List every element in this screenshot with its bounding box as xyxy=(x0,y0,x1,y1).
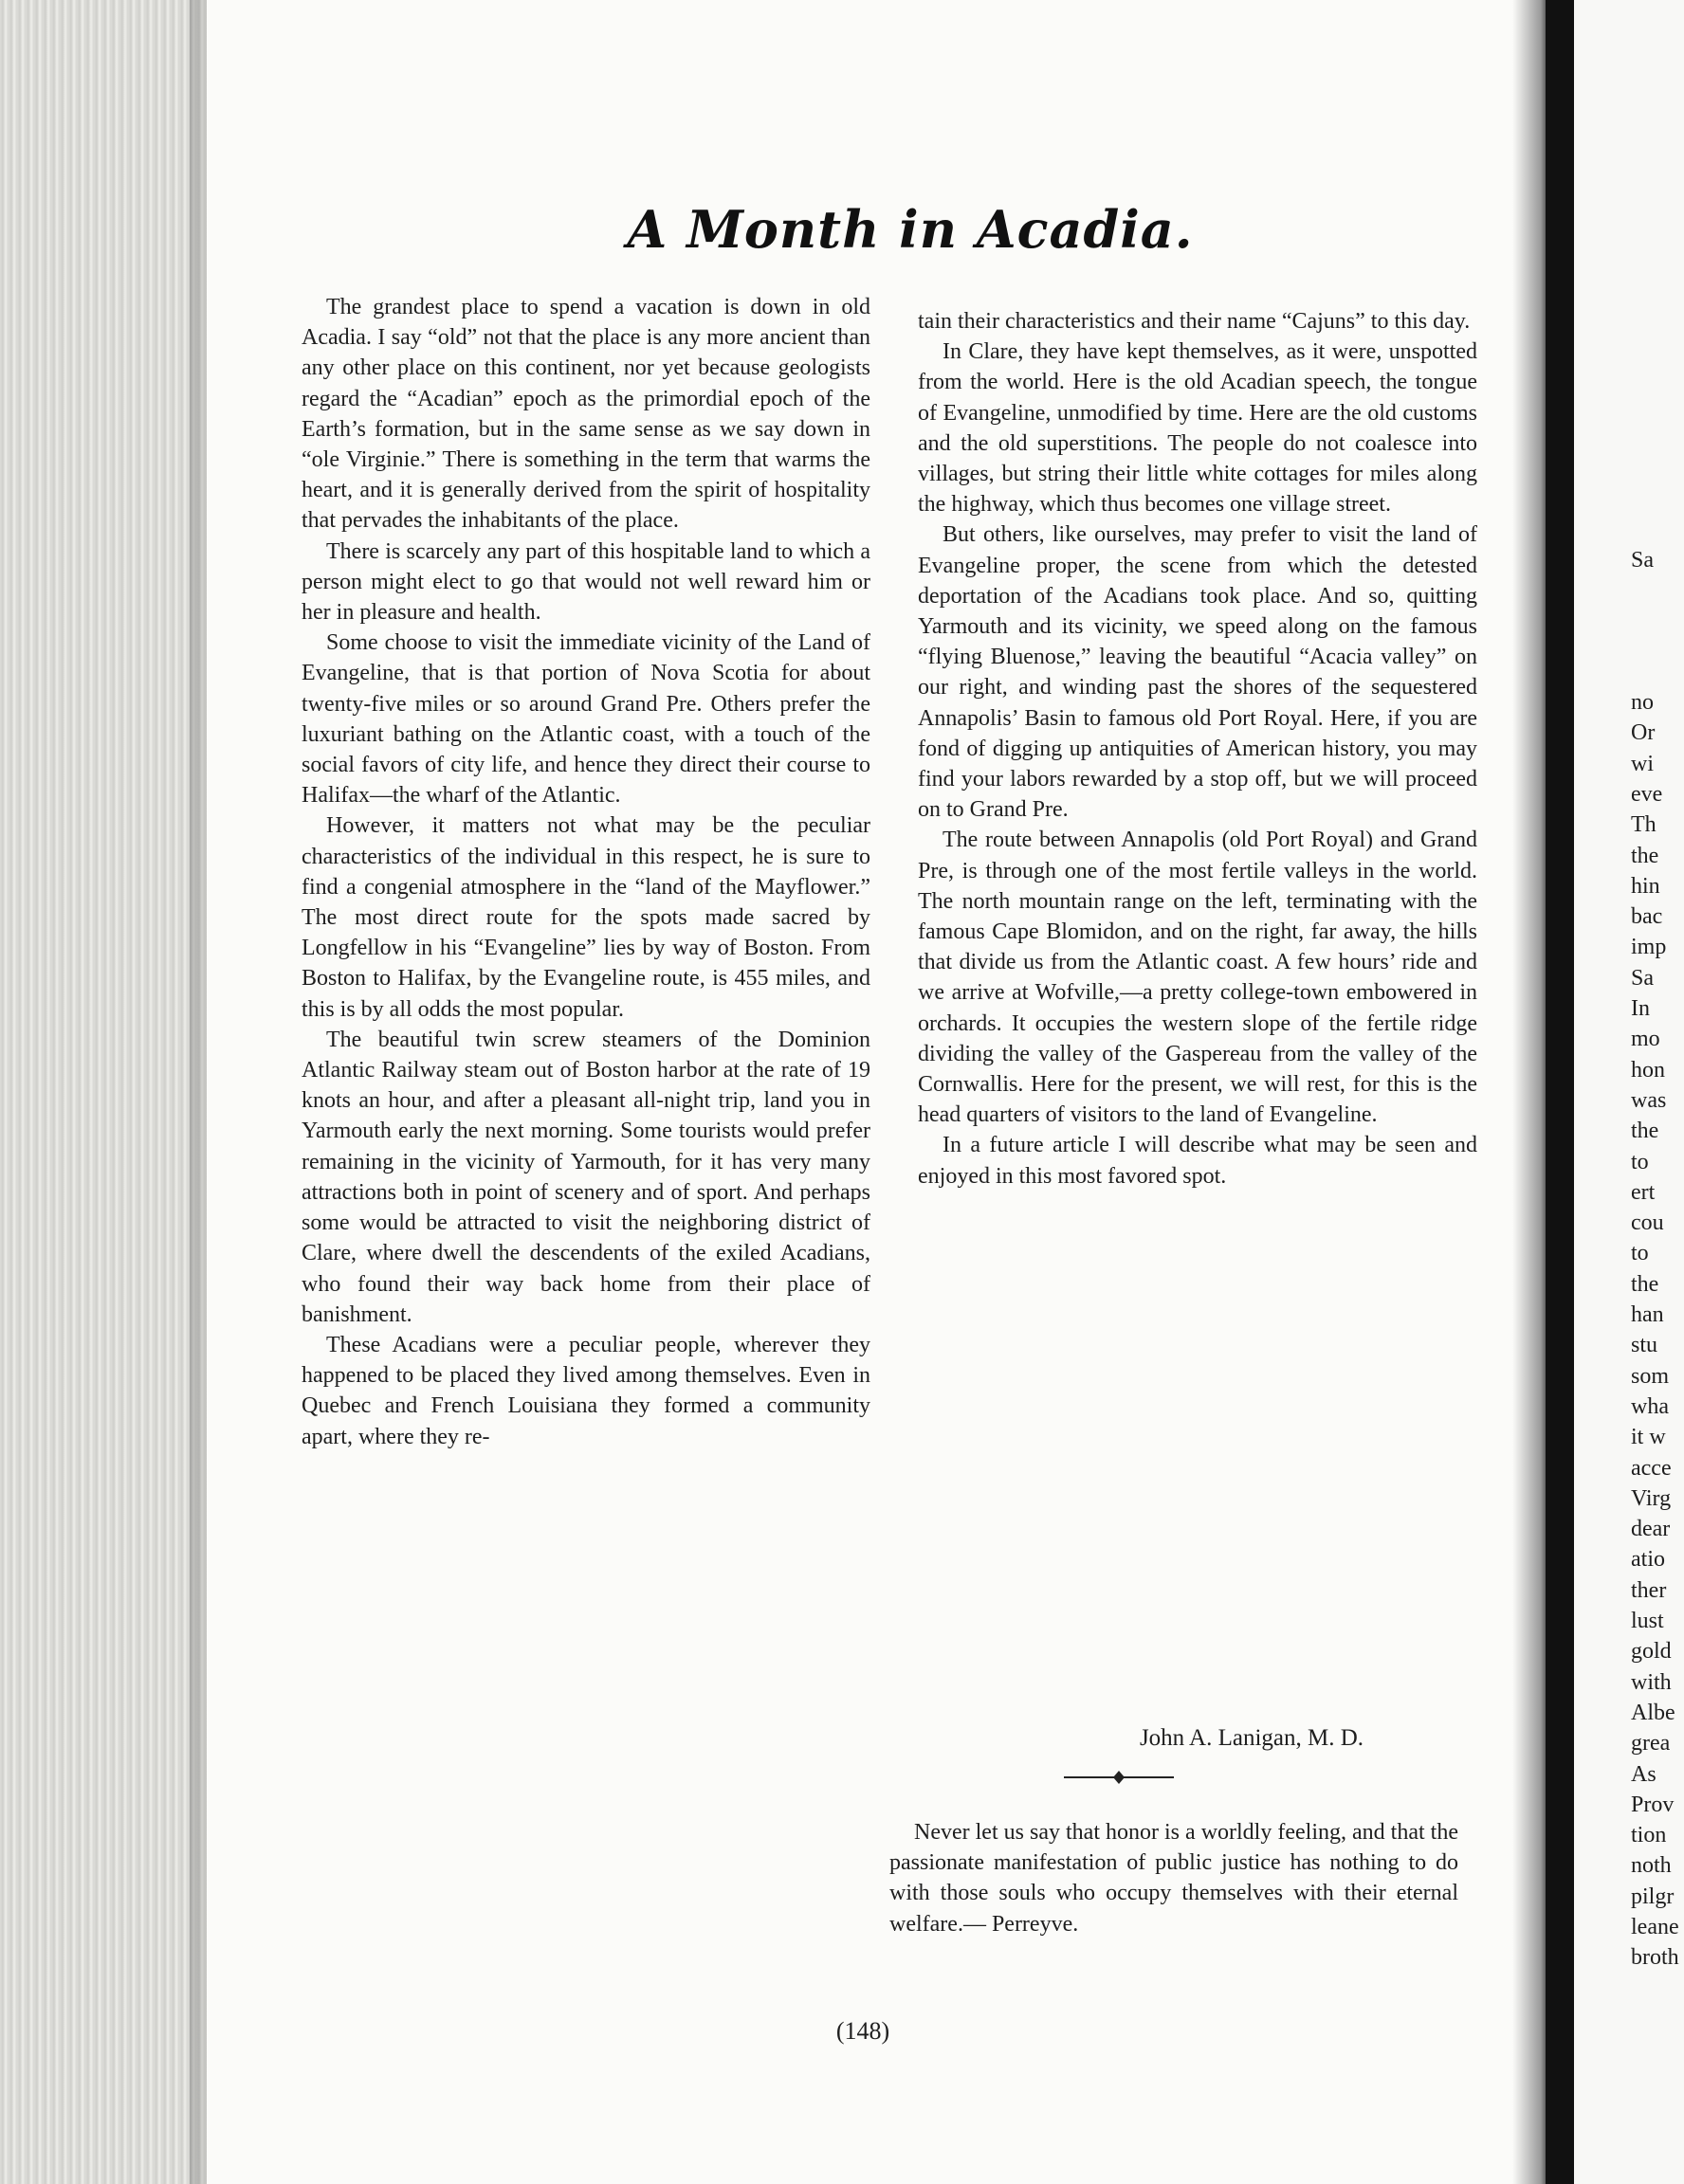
right-page-fragment: han xyxy=(1631,1302,1664,1327)
right-page-fragment: bac xyxy=(1631,904,1663,930)
article-column-2 xyxy=(918,306,1477,1192)
right-page-fragment: gold xyxy=(1631,1639,1672,1665)
book-gutter-dark xyxy=(1546,0,1574,2184)
article-column-1 xyxy=(302,292,870,1452)
book-gutter xyxy=(1512,0,1550,2184)
right-page-fragment: broth xyxy=(1631,1945,1679,1971)
right-page-fragment: wha xyxy=(1631,1393,1669,1419)
right-page-fragment: it w xyxy=(1631,1425,1666,1450)
right-page-fragment: Or xyxy=(1631,720,1656,746)
right-page-fragment: Albe xyxy=(1631,1700,1675,1725)
paragraph: Some choose to visit the immediate vicinity of the Land of Evangeline, that is that portion of Nova Scotia for about twenty-five miles or so around Grand Pre. Others prefer the luxuriant bathing on the Atlantic coast, with a touch of the social favors of city life, and hence they direct their course to Halifax—the wharf of the Atlantic. xyxy=(302,630,870,809)
right-page-fragment: dear xyxy=(1631,1517,1671,1542)
right-page-fragment: the xyxy=(1631,843,1659,868)
paragraph: In a future article I will describe what may be seen and enjoyed in this most favored spot. xyxy=(918,1133,1477,1189)
ornament-divider xyxy=(1062,1768,1176,1787)
article-title: A Month in Acadia. xyxy=(627,199,1194,260)
paragraph: However, it matters not what may be the peculiar characteristics of the individual in this respect, he is sure to find a congenial atmosphere in the “land of the Mayflower.” The most direct route for the spots made sacred by Longfellow in his “Evangeline” lies by way of Boston. From Boston to Halifax, by the Evangeline route, is 455 miles, and this is by all odds the most popular. xyxy=(302,813,870,1022)
quote-text: Never let us say that honor is a worldly feeling, and that the passionate manifestation of public justice has nothing to do with those souls who occupy themselves with their eternal welfare.— Perreyve. xyxy=(889,1820,1458,1937)
right-page-fragment: stu xyxy=(1631,1333,1658,1358)
right-page-fragment: Prov xyxy=(1631,1792,1675,1817)
right-page-fragment: ert xyxy=(1631,1179,1656,1205)
paragraph: tain their characteristics and their name “Cajuns” to this day. xyxy=(918,309,1471,334)
right-page-fragment: Th xyxy=(1631,812,1657,838)
right-page-fragment: acce xyxy=(1631,1455,1672,1481)
paragraph: In Clare, they have kept themselves, as it were, unspotted from the world. Here is the old Acadian speech, the tongue of Evangeline, unmodified by time. Here are the old customs and the old superstitions. The people do not coalesce into villages, but string their little white cottages for miles along the highway, which thus becomes one village street. xyxy=(918,339,1477,518)
right-page-fragment: no xyxy=(1631,690,1654,715)
right-page-fragment: was xyxy=(1631,1087,1667,1113)
right-page-fragment: cou xyxy=(1631,1210,1664,1236)
paragraph: The grandest place to spend a vacation is down in old Acadia. I say “old” not that the place is any more ancient than any other place on this continent, nor yet because geologists regard the “Acadian” epoch as the primordial epoch of the Earth’s formation, but in the same sense as we say down in “ole Virginie.” There is something in the term that warms the heart, and it is generally derived from the spirit of hospitality that pervades the inhabitants of the place. xyxy=(302,295,870,534)
right-page-fragment: leane xyxy=(1631,1915,1679,1939)
paragraph: These Acadians were a peculiar people, wherever they happened to be placed they lived among themselves. Even in Quebec and French Louisiana they formed a community apart, where they re- xyxy=(302,1332,870,1449)
right-page-fragment: hon xyxy=(1631,1057,1665,1083)
right-page-fragment: eve xyxy=(1631,781,1663,807)
right-page-fragment: grea xyxy=(1631,1731,1671,1756)
right-page-fragment: In xyxy=(1631,996,1650,1021)
right-page-fragment: As xyxy=(1631,1761,1657,1787)
paragraph: The route between Annapolis (old Port Royal) and Grand Pre, is through one of the most fertile valleys in the world. The north mountain range on the left, terminating with the famous Cape Blomidon, and on the right, far away, the hills that divide us from the Atlantic coast. A few hours’ ride and we arrive at Wofville,—a pretty college-town embowered in orchards. It occupies the western slope of the fertile ridge dividing the valley of the Gaspereau from the valley of the Cornwallis. Here for the present, we will rest, for this is the head quarters of visitors to the land of Evangeline. xyxy=(918,828,1477,1128)
right-page-fragment: the xyxy=(1631,1119,1659,1144)
right-page-fragment: Sa xyxy=(1631,965,1654,991)
quote-block xyxy=(889,1817,1458,1939)
right-page-fragment: ther xyxy=(1631,1577,1667,1603)
author-signature: John A. Lanigan, M. D. xyxy=(1139,1725,1364,1751)
right-page-fragment: hin xyxy=(1631,873,1660,899)
right-page-fragment: to xyxy=(1631,1149,1649,1174)
right-page-fragment: atio xyxy=(1631,1547,1665,1573)
paragraph: The beautiful twin screw steamers of the Dominion Atlantic Railway steam out of Boston harbor at the rate of 19 knots an hour, and after a pleasant all-night trip, land you in Yarmouth early the next morning. Some tourists would prefer remaining in the vicinity of Yarmouth, for it has very many attractions both in point of scenery and of sport. And perhaps some would be attracted to visit the neighboring district of Clare, where dwell the descendents of the exiled Acadians, who found their way back home from their place of banishment. xyxy=(302,1027,870,1327)
right-page-fragment: mo xyxy=(1631,1027,1660,1052)
right-page-fragment: som xyxy=(1631,1363,1670,1389)
right-page-fragment: tion xyxy=(1631,1823,1667,1848)
right-page-fragment: the xyxy=(1631,1271,1659,1297)
right-page-fragment: with xyxy=(1631,1669,1672,1695)
book-page-edges xyxy=(0,0,207,2184)
page-number: (148) xyxy=(835,2017,890,2045)
paragraph: There is scarcely any part of this hospitable land to which a person might elect to go that would not well reward him or her in pleasure and health. xyxy=(302,538,870,626)
right-page-fragment: pilgr xyxy=(1631,1884,1675,1909)
right-page-fragment: imp xyxy=(1631,935,1667,960)
right-page-fragment: to xyxy=(1631,1241,1649,1266)
right-page-fragment: lust xyxy=(1631,1609,1664,1633)
paragraph: But others, like ourselves, may prefer to visit the land of Evangeline proper, the scene from which the detested deportation of the Acadians took place. And so, quitting Yarmouth and its vicinity, we speed along on the famous “flying Bluenose,” leaving the beautiful “Acacia valley” on our right, and winding past the shores of the sequestered Annapolis’ Basin to famous old Port Royal. Here, if you are fond of digging up antiquities of American history, you may find your labors rewarded by a stop off, but we will proceed on to Grand Pre. xyxy=(918,522,1477,823)
right-page-fragment: Virg xyxy=(1631,1485,1672,1511)
right-page-fragment: wi xyxy=(1631,751,1654,776)
right-page-fragment: noth xyxy=(1631,1853,1672,1879)
right-page-fragment: Sa xyxy=(1631,548,1654,573)
